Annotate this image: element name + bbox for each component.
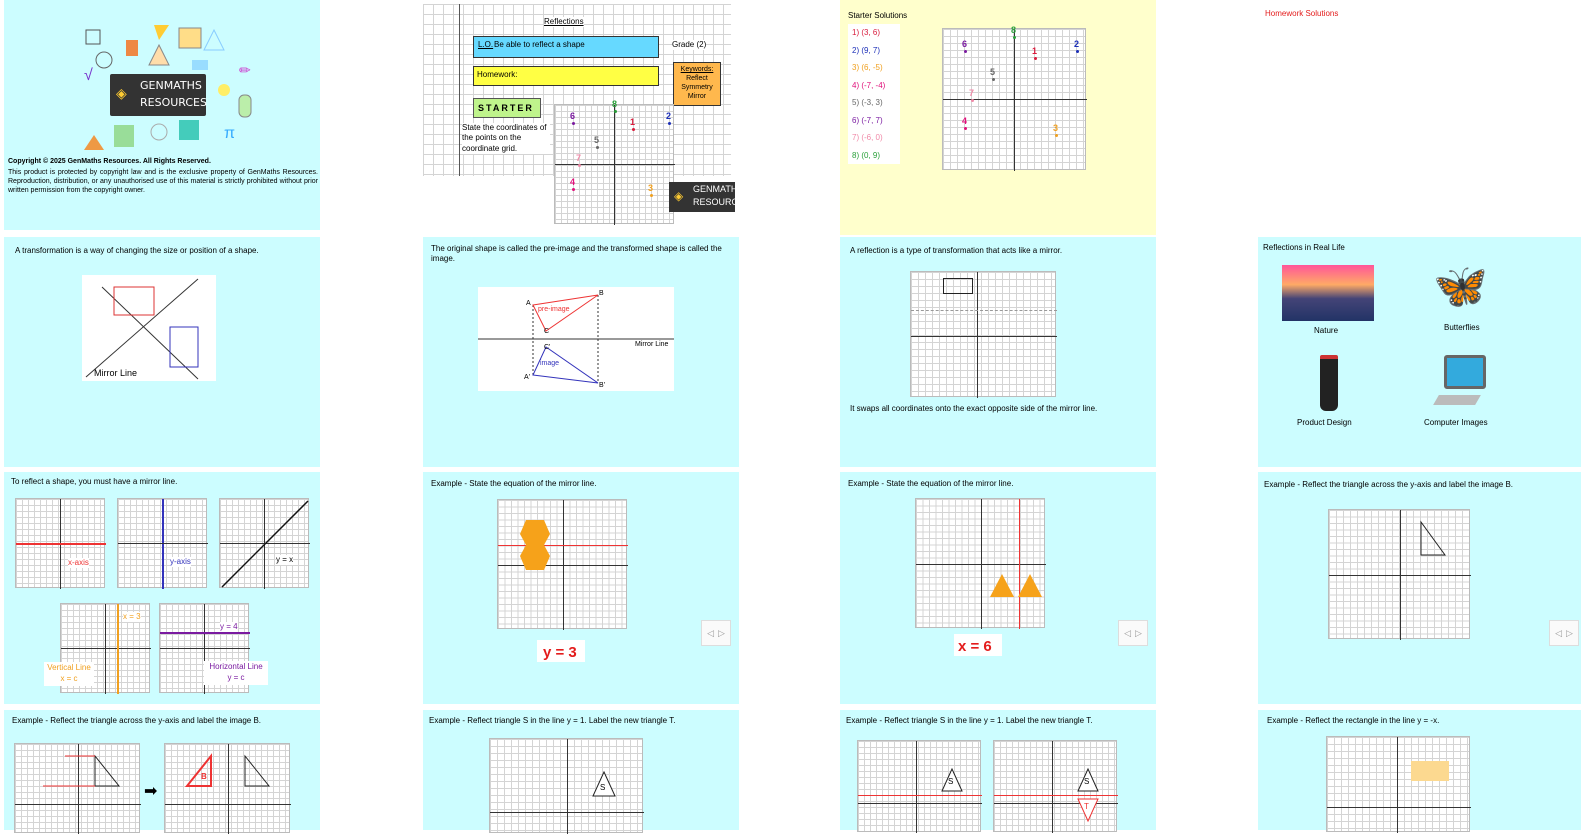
keyboard-icon: [1433, 395, 1481, 405]
homework-box: Homework:: [473, 66, 659, 86]
reflection-grid: [910, 271, 1056, 397]
lightbulb-icon: [218, 84, 230, 96]
point-label: 5: [594, 135, 600, 145]
point-7: [578, 164, 581, 167]
example-grid: S: [489, 738, 643, 833]
pre-image-rect: [114, 287, 154, 315]
learning-objective-box: L.O. Be able to reflect a shape: [473, 36, 659, 58]
copyright-body: This product is protected by copyright law and is the exclusive property of GenMaths Resources. Reproduction, distribution, or any unauthorised use of this material is strictly prohibited without prior written permission from the copyright owner.: [8, 169, 318, 195]
solution-item: 1) (3, 6): [852, 28, 881, 37]
cube-icon: [179, 120, 199, 140]
nature-image: [1282, 265, 1374, 321]
logo: GENMATHS RESOURCES ◈: [110, 74, 206, 116]
slide-text: Example - Reflect the rectangle in the line y = -x.: [1267, 716, 1440, 725]
vertical-line-label: Vertical Line x = c: [44, 662, 94, 686]
solution-item: 3) (6, -5): [852, 63, 883, 72]
example-reflect-rectangle-slide[interactable]: [1258, 710, 1581, 830]
answer-box: y = 3: [537, 640, 585, 662]
point-label: 8: [1011, 25, 1017, 35]
svg-text:B: B: [599, 290, 604, 297]
example-grid: [915, 498, 1045, 628]
slide-text: The original shape is called the pre-image and the transformed shape is called the image.: [431, 244, 722, 264]
starter-instructions: State the coordinates of the points on the coordinate grid.: [462, 123, 550, 154]
pi-icon: π: [224, 125, 236, 142]
before-grid: S: [857, 740, 981, 832]
slide-text: Example - Reflect triangle S in the line y = 1. Label the new triangle T.: [429, 716, 676, 725]
example-reflect-s-solution-slide[interactable]: [840, 710, 1156, 830]
example-reflect-y-axis-slide[interactable]: [1258, 472, 1581, 704]
point-label: 3: [648, 183, 654, 193]
example-mirror-line-slide[interactable]: [423, 472, 739, 704]
venn-icon: [151, 124, 167, 140]
svg-text:image: image: [540, 360, 560, 367]
solution-item: 8) (0, 9): [852, 150, 881, 160]
keywords-box: Keywords: Reflect Symmetry Mirror: [673, 62, 721, 106]
solution-item: 7) (-6, 0): [852, 133, 883, 142]
after-grid: B: [164, 743, 290, 833]
pencil-icon: ✏: [239, 62, 251, 78]
point-label: 2: [1074, 39, 1080, 49]
point-4: [572, 188, 575, 191]
slide-text: A reflection is a type of transformation that acts like a mirror.: [850, 246, 1063, 255]
logo: GENMATHS RESOURCES ◈: [669, 182, 735, 212]
globe-icon: [96, 52, 112, 68]
tumbler-icon: [1320, 355, 1338, 411]
slide-nav-buttons[interactable]: ◁ ▷: [701, 620, 731, 646]
slide-title: Homework Solutions: [1265, 9, 1339, 18]
slide-text: Example - Reflect triangle S in the line y = 1. Label the new triangle T.: [846, 716, 1093, 725]
point-1: [632, 128, 635, 131]
real-life-slide[interactable]: Reflections in Real Life Nature 🦋 Butterflies Product Design Computer Images: [1258, 237, 1581, 467]
preimage-image-slide[interactable]: [423, 237, 739, 467]
x-equals-3-grid: x = 3: [60, 603, 150, 693]
lesson-title: Reflections: [544, 17, 584, 26]
grade-label: Grade (2): [672, 40, 707, 49]
cone-icon: [149, 45, 169, 65]
butterfly-icon: 🦋: [1433, 262, 1488, 311]
point-label: 4: [570, 177, 576, 187]
point-5: [596, 146, 599, 149]
point-3: [1055, 134, 1058, 137]
pyramid-icon: [84, 135, 104, 150]
solutions-grid: [942, 25, 1086, 170]
transformation-definition-slide[interactable]: [4, 237, 320, 467]
point-8: [614, 110, 617, 113]
mirror-lines-slide[interactable]: [4, 472, 320, 704]
solution-item: 6) (-7, 7): [852, 115, 883, 125]
example-grid: [1328, 509, 1470, 639]
transformation-diagram: [82, 275, 216, 381]
arrow-right-icon: ➡: [144, 783, 158, 800]
before-grid: [14, 743, 140, 833]
slide-nav-buttons[interactable]: ◁ ▷: [1549, 620, 1579, 646]
set-square-icon: [154, 25, 169, 40]
slide-text-2: It swaps all coordinates onto the exact opposite side of the mirror line.: [850, 404, 1098, 413]
calculator-icon: [86, 30, 100, 44]
point-label: 4: [962, 116, 968, 126]
example-reflect-s-slide[interactable]: [423, 710, 739, 830]
slide-text: To reflect a shape, you must have a mirror line.: [11, 477, 178, 486]
example-grid: [497, 499, 627, 629]
computer-icon: [1444, 355, 1486, 389]
point-label: 8: [612, 99, 618, 109]
homework-solutions-slide[interactable]: [1258, 0, 1574, 230]
x-axis-grid: x-axis: [15, 498, 105, 588]
y-axis-grid: y-axis: [117, 498, 207, 588]
svg-text:A': A': [524, 374, 531, 381]
point-label: 1: [630, 117, 636, 127]
point-label: 5: [990, 67, 996, 77]
point-7: [971, 99, 974, 102]
starter-box: STARTER: [473, 98, 541, 118]
solution-item: 2) (9, 7): [852, 45, 881, 55]
rectangle-shape: [1411, 761, 1449, 781]
notepad-icon: [179, 28, 201, 48]
point-label: 1: [1032, 46, 1038, 56]
solution-item: 5) (-3, 3): [852, 98, 883, 107]
point-6: [572, 122, 575, 125]
point-5: [992, 78, 995, 81]
cover-slide[interactable]: [4, 0, 320, 230]
point-label: 6: [962, 39, 968, 49]
slide-text: Example - State the equation of the mirror line.: [848, 479, 1014, 488]
pre-image-triangle: [533, 295, 598, 331]
reflection-definition-slide[interactable]: [840, 237, 1156, 467]
svg-text:pre-image: pre-image: [538, 306, 570, 313]
solutions-list: [848, 24, 900, 164]
image-rect: [170, 327, 198, 367]
lesson-title-slide[interactable]: [423, 0, 751, 230]
point-6: [964, 50, 967, 53]
point-label: 7: [576, 153, 582, 163]
slide-text: Example - State the equation of the mirror line.: [431, 479, 597, 488]
svg-text:C': C': [544, 344, 551, 351]
slide-title: Reflections in Real Life: [1263, 243, 1345, 252]
starter-solutions-slide[interactable]: [840, 0, 1156, 235]
point-2: [1076, 50, 1079, 53]
slide-nav-buttons[interactable]: ◁ ▷: [1118, 620, 1148, 646]
cylinder-icon: [239, 95, 251, 117]
svg-text:A: A: [526, 300, 531, 307]
example-grid: [1326, 736, 1470, 832]
point-2: [668, 122, 671, 125]
answer-box: x = 6: [954, 634, 1002, 656]
point-label: 6: [570, 111, 576, 121]
logo-icon: ◈: [674, 189, 684, 203]
margin-line: [459, 4, 460, 176]
mirror-label: Mirror Line: [94, 368, 138, 378]
slide-title: Starter Solutions: [848, 11, 908, 20]
y-equals-x-grid: y = x: [219, 498, 309, 588]
solution-item: 4) (-7, -4): [852, 80, 886, 90]
point-label: 2: [666, 111, 672, 121]
point-4: [964, 127, 967, 130]
point-1: [1034, 57, 1037, 60]
example-mirror-line-2-slide[interactable]: [840, 472, 1156, 704]
logo-icon: ◈: [116, 85, 127, 101]
ruler-icon: [126, 40, 138, 56]
y-equals-4-grid: y = 4: [159, 603, 249, 693]
point-8: [1013, 36, 1016, 39]
after-grid: S T: [993, 740, 1117, 832]
svg-text:B': B': [599, 382, 606, 389]
slide-text: Example - Reflect the triangle across the y-axis and label the image B.: [1264, 480, 1514, 489]
svg-text:C: C: [544, 328, 550, 335]
point-3: [650, 194, 653, 197]
preimage-diagram: [478, 287, 674, 391]
example-reflect-triangle-slide[interactable]: [4, 710, 320, 830]
shape-rect: [943, 278, 973, 294]
point-label: 3: [1053, 123, 1059, 133]
copyright-title: Copyright © 2025 GenMaths Resources. All Rights Reserved.: [8, 158, 211, 165]
sqrt-icon: √: [84, 67, 93, 84]
svg-text:Mirror Line: Mirror Line: [635, 341, 669, 348]
shape-icon: [192, 60, 208, 70]
slide-text: A transformation is a way of changing the size or position of a shape.: [15, 246, 259, 255]
triangle-icon: [204, 30, 224, 50]
horizontal-line-label: Horizontal Line y = c: [204, 661, 268, 685]
slide-text: Example - Reflect the triangle across the y-axis and label the image B.: [12, 716, 262, 725]
starter-coordinate-grid: [554, 99, 674, 224]
point-label: 7: [969, 88, 975, 98]
card-icon: [114, 125, 134, 147]
